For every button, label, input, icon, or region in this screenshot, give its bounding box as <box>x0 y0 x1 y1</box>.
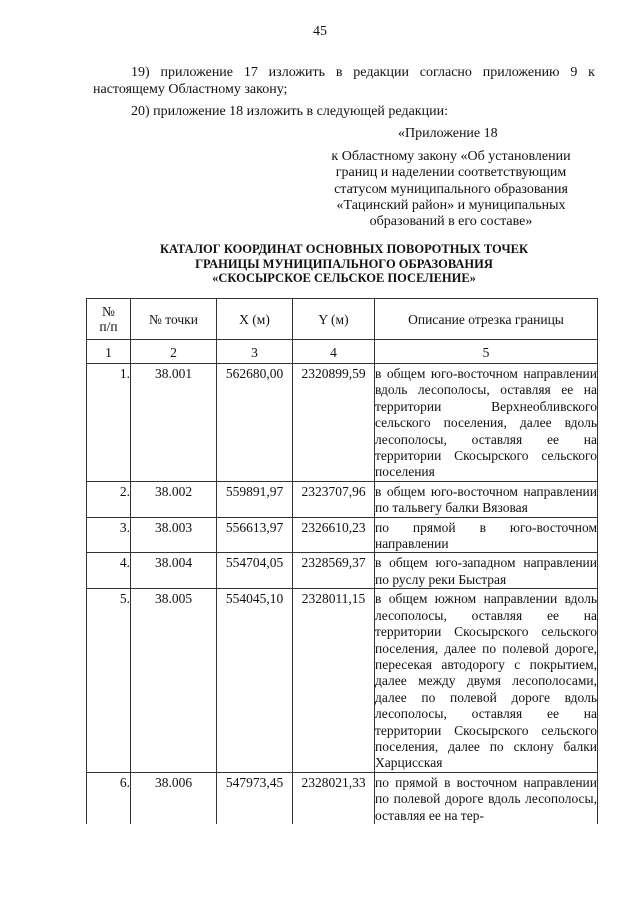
cell-description: в общем юго-западном направлении по руслу реки Быстрая <box>375 553 598 589</box>
appendix-line: границ и наделении соответствующим <box>335 165 567 181</box>
appendix-line: к Областному закону «Об установлении <box>331 149 571 164</box>
cell-x: 554045,10 <box>217 589 293 772</box>
cell-description: в общем юго-восточном направлении вдоль лесополосы, оставляя ее на территории Верхнеобливского сельского поселения, далее вдоль лесополосы, оставляя ее на территории Скосырского сельского поселения <box>375 364 598 482</box>
cell-description: по прямой в юго-восточном направлении <box>375 517 598 553</box>
table-row <box>87 772 598 824</box>
header-index-line2: п/п <box>99 319 118 334</box>
cell-x: 547973,45 <box>217 772 293 824</box>
cell-description: по прямой в восточном направлении по полевой дороге вдоль лесополосы, оставляя ее на тер- <box>375 772 598 824</box>
table-row <box>87 517 598 553</box>
appendix-line: образований в его составе» <box>369 214 533 230</box>
cell-x: 562680,00 <box>217 364 293 482</box>
column-number: 3 <box>217 340 293 364</box>
cell-y: 2326610,23 <box>293 517 375 553</box>
column-number: 5 <box>375 340 598 364</box>
cell-description: в общем южном направлении вдоль лесополосы, оставляя ее на территории Скосырского сельского поселения, далее по полевой дороге, пересекая автодорогу с покрытием, далее между двумя лесополосами, далее по полевой дороге вдоль лесополосы, оставляя ее на территории Скосырского сельского поселения, далее по склону балки Харцисская <box>375 589 598 772</box>
cell-point: 38.006 <box>131 772 217 824</box>
header-description: Описание отрезка границы <box>375 299 598 340</box>
cell-point: 38.002 <box>131 481 217 517</box>
table-row <box>87 481 598 517</box>
header-point: № точки <box>131 299 217 340</box>
coordinates-table <box>86 298 598 824</box>
paragraph-19: 19) приложение 17 изложить в редакции согласно приложению 9 к настоящему Областному закону; <box>93 65 595 97</box>
cell-y: 2320899,59 <box>293 364 375 482</box>
catalog-title-line: «СКОСЫРСКОЕ СЕЛЬСКОЕ ПОСЕЛЕНИЕ» <box>212 271 476 285</box>
header-x: X (м) <box>217 299 293 340</box>
paragraph-20: 20) приложение 18 изложить в следующей редакции: <box>131 104 448 119</box>
cell-y: 2328011,15 <box>293 589 375 772</box>
table-row <box>87 553 598 589</box>
cell-index: 5. <box>87 589 131 772</box>
cell-index: 3. <box>87 517 131 553</box>
cell-point: 38.004 <box>131 553 217 589</box>
header-y: Y (м) <box>293 299 375 340</box>
cell-x: 556613,97 <box>217 517 293 553</box>
table-header-row <box>87 299 598 340</box>
cell-x: 554704,05 <box>217 553 293 589</box>
cell-y: 2328569,37 <box>293 553 375 589</box>
catalog-title-line: ГРАНИЦЫ МУНИЦИПАЛЬНОГО ОБРАЗОВАНИЯ <box>195 256 493 271</box>
appendix-line: статусом муниципального образования <box>334 181 568 197</box>
table-row <box>87 364 598 482</box>
cell-index: 1. <box>87 364 131 482</box>
catalog-title-line: КАТАЛОГ КООРДИНАТ ОСНОВНЫХ ПОВОРОТНЫХ ТОЧЕК <box>159 242 529 256</box>
cell-y: 2323707,96 <box>293 481 375 517</box>
header-index <box>87 299 131 340</box>
catalog-title <box>93 242 595 286</box>
cell-point: 38.005 <box>131 589 217 772</box>
column-number: 1 <box>87 340 131 364</box>
cell-index: 2. <box>87 481 131 517</box>
cell-description: в общем юго-восточном направлении по тальвегу балки Вязовая <box>375 481 598 517</box>
column-number: 4 <box>293 340 375 364</box>
appendix-caption <box>300 149 602 230</box>
cell-index: 6. <box>87 772 131 824</box>
table-row <box>87 589 598 772</box>
header-index-line1: № <box>102 304 115 319</box>
cell-point: 38.003 <box>131 517 217 553</box>
appendix-title: «Приложение 18 <box>398 126 498 141</box>
column-number-row <box>87 340 598 364</box>
cell-y: 2328021,33 <box>293 772 375 824</box>
column-number: 2 <box>131 340 217 364</box>
cell-x: 559891,97 <box>217 481 293 517</box>
page-number: 45 <box>313 24 327 39</box>
appendix-line: «Тацинский район» и муниципальных <box>336 197 566 213</box>
cell-point: 38.001 <box>131 364 217 482</box>
cell-index: 4. <box>87 553 131 589</box>
